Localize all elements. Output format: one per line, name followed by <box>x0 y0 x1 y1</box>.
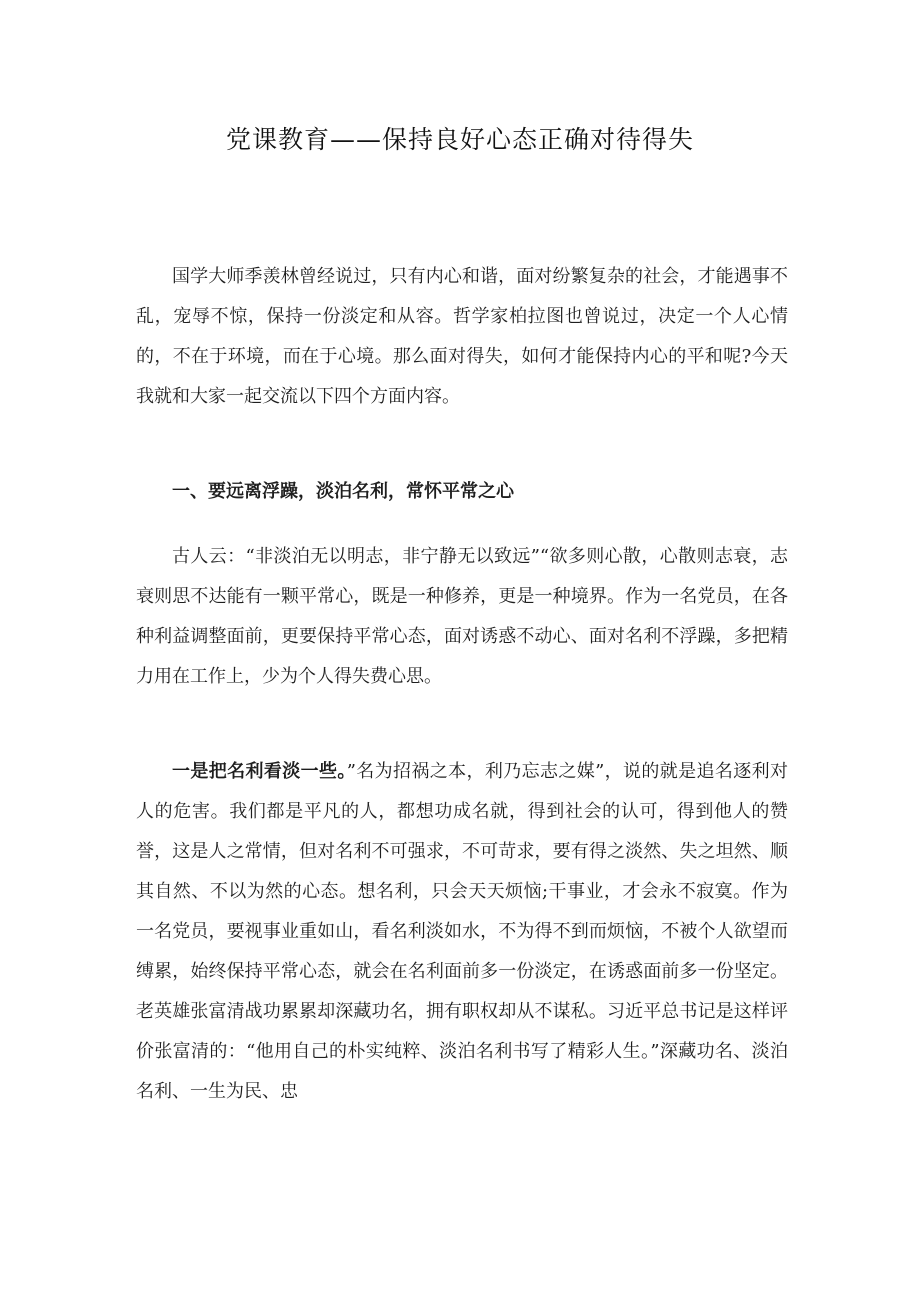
paragraph-3 <box>136 752 788 1112</box>
section-heading-1: 一、要远离浮躁，淡泊名利，常怀平常之心 <box>172 481 514 502</box>
document-title: 党课教育——保持良好心态正确对待得失 <box>225 125 694 154</box>
paragraph-3-lead: 一是把名利看淡一些。 <box>172 761 347 782</box>
paragraph-3-body: ”名为招祸之本，利乃忘志之媒”，说的就是追名逐利对人的危害。我们都是平凡的人，都想功成名就，得到社会的认可，得到他人的赞誉，这是人之常情，但对名利不可强求，不可苛求，要有得之淡然、失之坦然、顺其自然、不以为然的心态。想名利，只会天天烦恼;干事业，才会永不寂寞。作为一名党员，要视事业重如山，看名利淡如水，不为得不到而烦恼，不被个人欲望而缚累，始终保持平常心态，就会在名利面前多一份淡定，在诱惑面前多一份坚定。老英雄张富清战功累累却深藏功名，拥有职权却从不谋私。习近平总书记是这样评价张富清的：“他用自己的朴实纯粹、淡泊名利书写了精彩人生。”深藏功名、淡泊名利、一生为民、忠 <box>136 761 788 1102</box>
paragraph-2: 古人云：“非淡泊无以明志，非宁静无以致远”“欲多则心散，心散则志衰，志衰则思不达能有一颗平常心，既是一种修养，更是一种境界。作为一名党员，在各种利益调整面前，更要保持平常心态，面对诱惑不动心、面对名利不浮躁，多把精力用在工作上，少为个人得失费心思。 <box>136 546 788 687</box>
paragraph-intro: 国学大师季羡林曾经说过，只有内心和谐，面对纷繁复杂的社会，才能遇事不乱，宠辱不惊，保持一份淡定和从容。哲学家柏拉图也曾说过，决定一个人心情的，不在于环境，而在于心境。那么面对得失，如何才能保持内心的平和呢?今天我就和大家一起交流以下四个方面内容。 <box>136 266 788 407</box>
